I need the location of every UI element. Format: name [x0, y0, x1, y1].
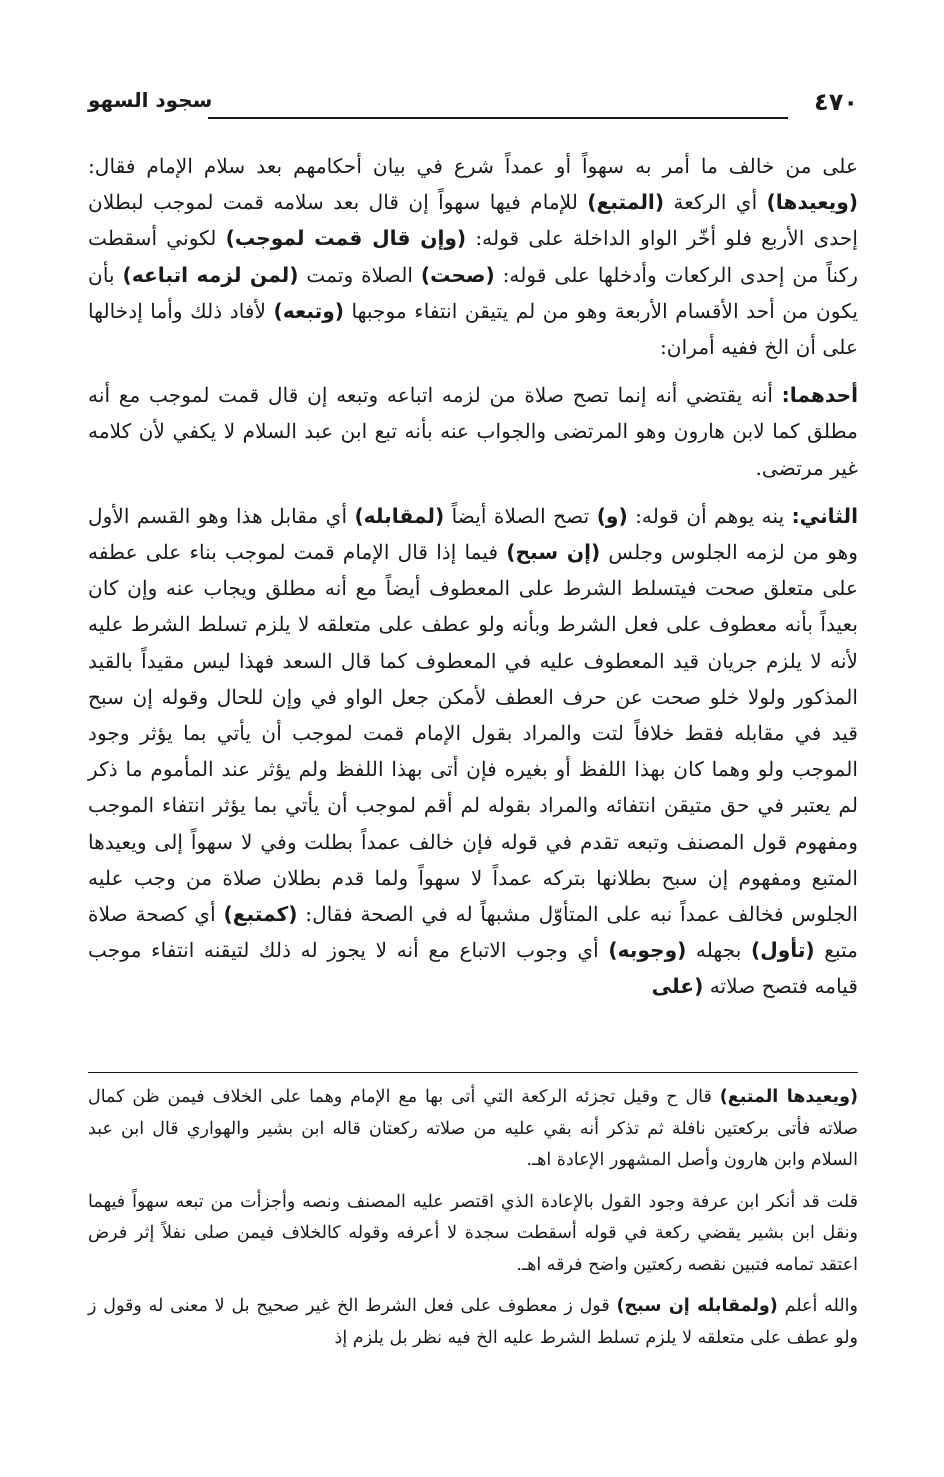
text-run: بأن يكون من أحد الأقسام الأربعة وهو من لم يتيقن انتفاء موجبها	[88, 262, 858, 323]
bold-term: (على	[651, 974, 704, 999]
text-run: فيما إذا قال الإمام قمت لموجب بناء على عطفه على متعلق صحت فيتسلط الشرط على المعطوف أيضاً مع أنه مطلق ويجاب عنه وإن كان بعيداً بأنه معطوف على فعل الشرط وبأنه ولو عطف على متعلقه لا يلزم تسلط الشرط عليه لأنه لا يلزم جريان قيد المعطوف عليه في المعطوف كما قال السعد فهذا ليس مقيداً بالقيد المذكور ولولا خلو صحت عن حرف العطف لأمكن جعل الواو في وإن للحال وقوله إن سبح قيد في مقابله فقط خلافاً لتت والمراد بقول الإمام قمت لموجب أن يأتي بما يؤثر وجود الموجب ولو وهما كان بهذا اللفظ أو بغيره فإن أتى بهذا اللفظ ولم يؤثر عند المأموم ما ذكر لم يعتبر في حق متيقن انتفائه والمراد بقوله لم أقم لموجب أن يأتي بما يؤثر انتفاء الموجب ومفهوم قول المصنف وتبعه تقدم في قوله فإن خالف عمداً بطلت وفي لا سهواً إلى ويعيدها المتبع ومفهوم إن سبح بطلانها بتركه عمداً لا سهواً ولما قدم بطلان صلاة من وجب عليه الجلوس فخالف عمداً نبه على المتأوّل مشبهاً له في الصحة فقال:	[88, 540, 858, 927]
footnote-1	[88, 1082, 858, 1177]
bold-term: (كمتبع)	[223, 902, 298, 927]
text-run: بجهله	[686, 938, 751, 963]
bold-term: (صحت)	[420, 262, 495, 287]
text-run: أي كصحة صلاة متبع	[88, 902, 858, 963]
bold-term: (إن سبح)	[506, 540, 601, 565]
footnotes	[88, 1082, 858, 1364]
bold-term: (ويعيدها المتبع)	[719, 1087, 858, 1107]
bold-term: (ولمقابله إن سبح)	[616, 1296, 778, 1316]
text-run: للإمام فيها سهواً إن قال بعد سلامه قمت لموجب لبطلان إحدى الأربع فلو أخّر الواو الداخلة على قوله:	[88, 190, 858, 251]
paragraph-3	[88, 498, 858, 1005]
text-run: لأفاد ذلك وأما إدخالها على أن الخ ففيه أمران:	[88, 298, 858, 360]
text-run: أي مقابل هذا وهو القسم الأول وهو من لزمه الجلوس وجلس	[88, 503, 859, 565]
footnote-3	[88, 1291, 858, 1354]
text-run: لكوني أسقطت ركناً من إحدى الركعات وأدخلها على قوله:	[88, 226, 858, 287]
bold-term: (لمقابله)	[354, 503, 445, 528]
text-run: الصلاة وتمت	[298, 262, 421, 287]
main-text	[88, 148, 858, 1017]
page-number: ٤٧٠	[814, 88, 858, 116]
bold-term: (ويعيدها)	[766, 190, 858, 215]
bold-term: (تأول)	[750, 938, 815, 963]
page-header	[88, 84, 858, 124]
bold-term: (وتبعه)	[273, 298, 344, 323]
footnote-2	[88, 1187, 858, 1282]
bold-term: (و)	[596, 503, 628, 528]
paragraph-1	[88, 148, 858, 365]
text-run: ينه يوهم أن قوله:	[627, 503, 792, 528]
text-run: قال ح وقيل تجزئه الركعة التي أتى بها مع الإمام وهما على الخلاف فيمن ظن كمال صلاته فأتى بركعتين نافلة ثم تذكر أنه بقي عليه من صلاته ركعتان قاله ابن بشير والهواري قال ابن عبد السلام وابن هارون وأصل المشهور الإعادة اهـ.	[88, 1087, 858, 1170]
text-run: أي الركعة	[664, 190, 767, 215]
bold-term: الثاني:	[791, 503, 858, 528]
text-run: أي وجوب الاتباع مع أنه لا يجوز له ذلك لتيقنه انتفاء موجب قيامه فتصح صلاته	[88, 938, 858, 999]
bold-term: (لمن لزمه اتباعه)	[122, 262, 299, 287]
text-run: قول ز معطوف على فعل الشرط الخ غير صحيح بل لا معنى له وقول ز ولو عطف على متعلقه لا يلزم تسلط الشرط عليه الخ فيه نظر بل يلزم إذ	[88, 1296, 858, 1348]
text-run: أنه يقتضي أنه إنما تصح صلاة من لزمه اتباعه وتبعه إن قال قمت لموجب مع أنه مطلق كما لابن هارون وهو المرتضى والجواب عنه بأنه تبع ابن عبد السلام لا يكفي لأن كلامه غير مرتضى.	[88, 383, 858, 480]
bold-term: (وجوبه)	[608, 938, 687, 963]
bold-term: (وإن قال قمت لموجب)	[225, 226, 467, 251]
bold-term: أحدهما:	[781, 383, 858, 408]
running-title: سجود السهو	[88, 88, 213, 112]
text-run: على من خالف ما أمر به سهواً أو عمداً شرع في بيان أحكامهم بعد سلام الإمام فقال:	[88, 154, 858, 178]
paragraph-2	[88, 377, 858, 486]
text-run: تصح الصلاة أيضاً	[444, 503, 597, 528]
header-rule	[208, 117, 788, 119]
footnote-divider	[88, 1072, 858, 1073]
text-run: قلت قد أنكر ابن عرفة وجود القول بالإعادة الذي اقتصر عليه المصنف ونصه وأجزأت من تبعه سهواً فيهما ونقل ابن بشير يقضي ركعة في قوله أسقطت سجدة لا أعرفه وقوله كالخلاف فيمن صلى نفلاً إثر فرض اعتقد تمامه فتبين نقصه ركعتين واضح فرقه اهـ.	[88, 1191, 858, 1275]
text-run: والله أعلم	[777, 1296, 858, 1316]
bold-term: (المتبع)	[587, 190, 665, 215]
